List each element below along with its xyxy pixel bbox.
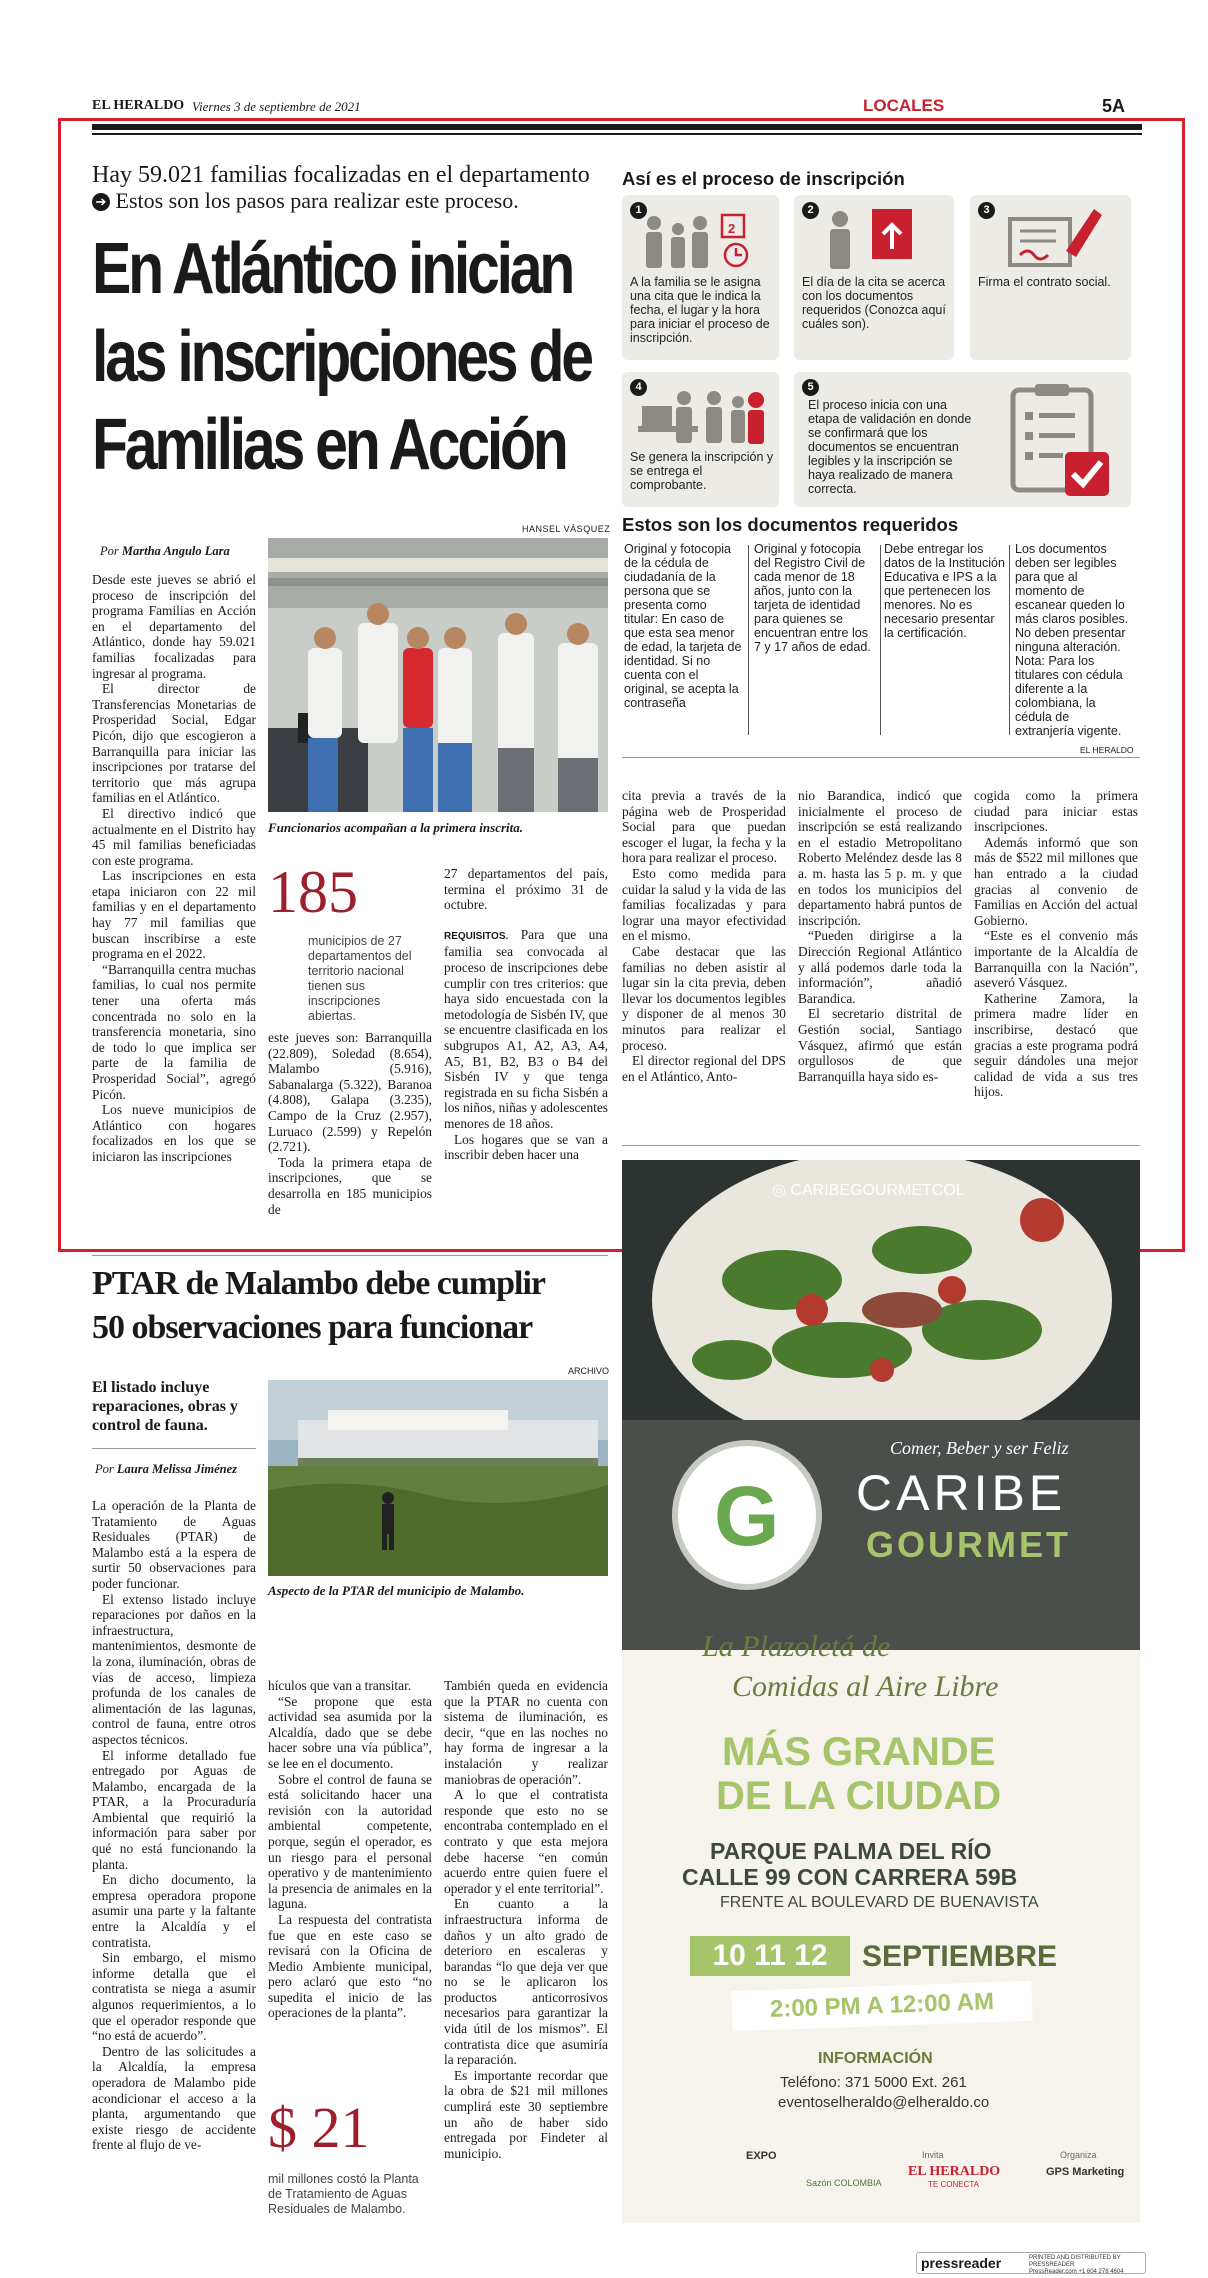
paragraph: Toda la primera etapa de inscripciones, que se desarrolla en 185 municipios de bbox=[268, 1154, 432, 1217]
paragraph: “Barranquilla centra muchas familias, lo cual nos permite tener una oferta más concentrada no solo en la transferencia monetaria, sino de todo lo que implica ser parte de la familia de Prosperidad Social”, agregó Picón. bbox=[92, 961, 256, 1102]
ad-organiza: Organiza bbox=[1060, 2150, 1097, 2160]
paragraph: nio Barandica, indicó que inicialmente el proceso de inscripción se está realizando en el estadio Metropolitano Roberto Meléndez desde las 8 a. m. hasta las 5 p. m. y que en todos los municipios del departamento habrá puntos de inscripción. bbox=[798, 788, 962, 928]
headline-line-2: las inscripciones de bbox=[92, 317, 591, 397]
stat-text: municipios de 27 departamentos del territorio nacional tienen sus inscripciones abiertas. bbox=[308, 934, 412, 1023]
pressreader-note bbox=[1029, 2255, 1145, 2276]
ad-hours: 2:00 PM A 12:00 AM bbox=[731, 1981, 1032, 2031]
paragraph: Esto como medida para cuidar la salud y la vida de las familias focalizadas y para lograr una mayor efectividad en el mismo. bbox=[622, 865, 786, 944]
paragraph: La operación de la Planta de Tratamiento de Aguas Residuales (PTAR) de Malambo está a la espera de surtir 50 observaciones para poder funcionar. bbox=[92, 1498, 256, 1591]
ad-email: eventoselheraldo@elheraldo.co bbox=[778, 2094, 990, 2111]
logo-letter: G bbox=[714, 1469, 780, 1563]
second-col-3 bbox=[444, 1678, 608, 2161]
infographic-title: Así es el proceso de inscripción bbox=[622, 168, 905, 189]
page-number: 5A bbox=[1102, 96, 1126, 116]
paragraph: Katherine Zamora, la primera madre líder en inscribirse, destacó que gracias a este programa podrá seguir dándoles una mejor calidad de vida a sus tres hijos. bbox=[974, 990, 1138, 1100]
highlight-frame bbox=[58, 118, 1185, 1252]
byline-name: Martha Angulo Lara bbox=[121, 544, 230, 558]
paragraph: Es importante recordar que la obra de $21 mil millones cumplirá este 30 septiembre un año de haber sido entregada por Findeter al municipio. bbox=[444, 2067, 608, 2161]
step-number: 5 bbox=[802, 379, 819, 396]
photo-credit: ARCHIVO bbox=[568, 1366, 610, 1376]
ad-month: SEPTIEMBRE bbox=[862, 1940, 1058, 1973]
docs-title: Estos son los documentos requeridos bbox=[622, 514, 959, 535]
paragraph: La respuesta del contratista fue que en este caso se revisará con la Oficina de Medio Ambiente municipal, pero aclaró que esto “no supedita el inicio de las operaciones de la planta”. bbox=[268, 1911, 432, 2021]
issue-date: Viernes 3 de septiembre de 2021 bbox=[192, 99, 361, 114]
ad-script-2: Comidas al Aire Libre bbox=[732, 1670, 999, 1703]
ad-handle bbox=[772, 1180, 965, 1200]
pressreader-badge bbox=[916, 2252, 1146, 2274]
stat-text: mil millones costó la Planta de Tratamiento de Aguas Residuales de Malambo. bbox=[268, 2172, 419, 2216]
photo-credit: HANSEL VÁSQUEZ bbox=[522, 524, 611, 534]
ad-heraldo-sub: TE CONECTA bbox=[928, 2180, 979, 2189]
paragraph: A lo que el contratista responde que esto no se encontraba contemplado en el contrato y que esta mejora debe hacerse “en común acuerdo entre quien fuere el operador y el ente territorial”. bbox=[444, 1787, 608, 1896]
byline-name: Laura Melissa Jiménez bbox=[116, 1462, 238, 1476]
svg-text:2: 2 bbox=[728, 221, 736, 236]
paragraph: Además informó que son más de $522 mil millones que han entrado a la ciudad gracias al convenio de Familias en Acción del actual Gobierno. bbox=[974, 834, 1138, 928]
paragraph: Desde este jueves se abrió el proceso de inscripción del programa Familias en Acción en el departamento del Atlántico, donde hay 59.021 familias focalizadas para ingresar al programa. bbox=[92, 572, 256, 681]
note-line-2: PressReader.com +1 604 278 4604 bbox=[1029, 2269, 1124, 2275]
paper-name: EL HERALDO bbox=[92, 98, 185, 113]
doc-item-2: Original y fotocopia del Registro Civil de cada menor de 18 años, junto con la tarjeta de identidad para quienes se encuentran entre los 7 y 17 años de edad. bbox=[754, 542, 871, 654]
paragraph: Sobre el control de fauna se está solicitando hacer una revisión con la autoridad ambiental competente, porque, según el operador, es un riesgo para el personal operativo y de mantenimiento la presencia de animales en la laguna. bbox=[268, 1771, 432, 1912]
ad-brand-1: CARIBE bbox=[856, 1465, 1067, 1521]
ad-info-title: INFORMACIÓN bbox=[818, 2050, 933, 2067]
photo-caption: Aspecto de la PTAR del municipio de Malambo. bbox=[268, 1583, 525, 1598]
ptar-photo bbox=[268, 1380, 608, 1576]
divider bbox=[92, 1255, 608, 1256]
paragraph: El director regional del DPS en el Atlántico, Anto- bbox=[622, 1053, 786, 1084]
headline-line-1: En Atlántico inician bbox=[92, 229, 573, 309]
paragraph: hículos que van a transitar. bbox=[268, 1678, 412, 1693]
ad-venue-1: PARQUE PALMA DEL RÍO bbox=[710, 1838, 992, 1864]
step-number: 3 bbox=[978, 202, 995, 219]
headline-line-1: PTAR de Malambo debe cumplir bbox=[92, 1265, 546, 1302]
ad-venue-2: CALLE 99 CON CARRERA 59B bbox=[682, 1864, 1018, 1890]
paragraph: En cuanto a la infraestructura informa de daños y un alto grado de deterioro en escaleras y barandas “lo que deja ver que no se le aplicaron los productos anticorrosivos necesarios para garantizar la vida útil de los mismos”. El contratista dice que asumiría la reparación. bbox=[444, 1896, 608, 2068]
headline-line-3: Familias en Acción bbox=[92, 405, 566, 485]
step-text: El proceso inicia con una etapa de validación en donde se confirmará que los documentos se encuentran legibles y la inscripción se haya realizado de manera correcta. bbox=[808, 398, 972, 496]
caribe-gourmet-ad bbox=[622, 1160, 1140, 2223]
paragraph: “Pueden dirigirse a la Dirección Regional Atlántico y allá podemos darle toda la información”, añadió Barandica. bbox=[798, 928, 962, 1006]
paragraph: “Se propone que esta actividad sea asumida por la Alcaldía, dado que se debe hacer sobre una vía pública”, se lee en el documento. bbox=[268, 1693, 432, 1771]
ad-heraldo: EL HERALDO bbox=[908, 2164, 1001, 2179]
main-kicker: Hay 59.021 familias focalizadas en el departamento bbox=[92, 162, 590, 188]
step-text: A la familia se le asigna una cita que le indica la fecha, el lugar y la hora para iniciar el proceso de inscripción. bbox=[630, 275, 770, 345]
food-photo bbox=[622, 1160, 1140, 1460]
ad-big-1: MÁS GRANDE bbox=[722, 1730, 996, 1774]
ad-gps: GPS Marketing bbox=[1046, 2166, 1125, 2178]
paragraph: Sin embargo, el mismo informe detalla que el contratista se niega a asumir algunos requerimientos, a lo que el operador responde que “no está de acuerdo”. bbox=[92, 1950, 256, 2044]
doc-item-4: Los documentos deben ser legibles para que al momento de escanear queden lo más claros posibles. No deben presentar ninguna alteración. Nota: Para los titulares con cédula diferente a la colombiana, la cédula de extranjería vigente. bbox=[1015, 542, 1129, 738]
ad-venue-3: FRENTE AL BOULEVARD DE BUENAVISTA bbox=[720, 1894, 1039, 1911]
section-label: REQUISITOS. bbox=[444, 930, 509, 942]
step-text: Se genera la inscripción y se entrega el comprobante. bbox=[630, 450, 774, 492]
sponsor-sazon: Sazón COLOMBIA bbox=[806, 2178, 882, 2188]
step-number: 1 bbox=[630, 202, 647, 219]
step-number: 4 bbox=[630, 379, 647, 396]
paragraph: También queda en evidencia que la PTAR no cuenta con sistema de iluminación, es decir, “que en las noches no hay forma de ingresar a la instalación y realizar maniobras de operación”. bbox=[444, 1678, 608, 1787]
pressreader-logo: pressreader bbox=[921, 2255, 1002, 2271]
divider bbox=[92, 1448, 256, 1449]
paragraph: Los hogares que se van a inscribir deben hacer una bbox=[444, 1131, 608, 1163]
sponsor-expo: EXPO bbox=[746, 2150, 777, 2162]
paragraph: “Este es el convenio más importante de la Alcaldía de Barranquilla con la Nación”, aseveró Vásquez. bbox=[974, 928, 1138, 991]
masthead bbox=[92, 96, 1142, 118]
byline-prefix: Por bbox=[95, 1462, 114, 1476]
ad-tagline: Comer, Beber y ser Feliz bbox=[890, 1438, 1069, 1458]
ad-invita: Invita bbox=[922, 2150, 944, 2160]
stat-number: $ 21 bbox=[268, 2095, 370, 2160]
headline-line-2: 50 observaciones para funcionar bbox=[92, 1309, 533, 1346]
ad-big-2: DE LA CIUDAD bbox=[716, 1774, 1002, 1818]
ad-handle-text: CARIBEGOURMETCOL bbox=[790, 1182, 965, 1199]
second-col-1 bbox=[92, 1498, 256, 2153]
step-text: El día de la cita se acerca con los documentos requeridos (Conozca aquí cuáles son). bbox=[802, 275, 946, 331]
paragraph: El secretario distrital de Gestión social, Santiago Vásquez, afirmó que están orgullosos de que Barranquilla haya sido es- bbox=[798, 1006, 962, 1084]
paragraph: cogida como la primera ciudad para iniciar estas inscripciones. bbox=[974, 788, 1138, 835]
doc-item-3: Debe entregar los datos de la Institución Educativa e IPS a la que pertenecen los menores. No es necesario presentar la certificación. bbox=[884, 542, 1005, 640]
step-text: Firma el contrato social. bbox=[978, 275, 1111, 289]
paragraph: El extenso listado incluye reparaciones por daños en la infraestructura, mantenimientos, desmonte de la zona, iluminación, obras de vías de acceso, limpieza profunda de los canales de alimentación de las lagunas, control de fauna, entre otros aspectos técnicos. bbox=[92, 1591, 256, 1747]
byline bbox=[95, 1462, 237, 1477]
ad-phone: Teléfono: 371 5000 Ext. 261 bbox=[780, 2074, 967, 2091]
ad-brand-2: GOURMET bbox=[866, 1524, 1071, 1565]
paragraph: 27 departamentos del país, termina el próximo 31 de octubre. bbox=[444, 866, 608, 913]
paragraph: este jueves son: Barranquilla (22.809), Soledad (8.654), Malambo (5.916), Sabanalarga (5.322), Baranoa (4.808), Galapa (3.235), Campo de la Cruz (2.957), Luruaco (2.599) y Repelón (2.721). bbox=[268, 1030, 432, 1155]
paragraph: Dentro de las solicitudes a la Alcaldía, la empresa operadora de Malambo pide acondicionar el acceso a la planta, argumentando que existe riesgo de accidente frente al flujo de ve- bbox=[92, 2043, 256, 2153]
section-name: LOCALES bbox=[863, 96, 945, 115]
stat-number: 185 bbox=[268, 859, 358, 925]
photo-caption: Funcionarios acompañan a la primera inscrita. bbox=[268, 820, 523, 835]
second-col-2 bbox=[268, 1678, 432, 2021]
paragraph: Las inscripciones en esta etapa iniciaron con 22 mil familias y en el departamento hay 77 mil familias que buscan inscribirse a este programa en el 2022. bbox=[92, 868, 256, 962]
brand-logo bbox=[672, 1440, 822, 1590]
arrow-icon: ➔ bbox=[92, 193, 110, 211]
step-number: 2 bbox=[802, 202, 819, 219]
paragraph: Cabe destacar que las familias no deben asistir al lugar sin la cita previa, deben llevar los documentos legibles y disponer de al menos 30 minutos para realizar el proceso. bbox=[622, 943, 786, 1053]
paragraph: El directivo indicó que actualmente en el Distrito hay 45 mil familias beneficiadas con este programa. bbox=[92, 805, 256, 868]
paragraph: El director de Transferencias Monetarias de Prosperidad Social, Edgar Picón, dijo que escogieron a Barranquilla para iniciar las inscripciones por tratarse del territorio que más agrupa familias en el Atlántico. bbox=[92, 681, 256, 806]
byline-prefix: Por bbox=[100, 544, 119, 558]
ad-script-1: La Plazoletá de bbox=[702, 1630, 891, 1663]
story-summary: El listado incluye reparaciones, obras y control de fauna. bbox=[92, 1379, 238, 1434]
second-headline bbox=[92, 1262, 545, 1350]
paragraph: El informe detallado fue entregado por Aguas de Malambo, encargada de la PTAR, a la Procuraduría Ambiental que requirió la información para saber por qué no está funcionando la planta. bbox=[92, 1747, 256, 1872]
doc-item-1: Original y fotocopia de la cédula de ciudadanía de la persona que se presenta como titular: En caso de que esta sea menor de edad, la tarjeta de identidad. Si no cuenta con el original, se acepta la contraseña bbox=[624, 542, 742, 710]
ad-dates: 10 11 12 bbox=[690, 1936, 850, 1976]
note-line-1: PRINTED AND DISTRIBUTED BY PRESSREADER bbox=[1029, 2255, 1121, 2268]
paragraph: cita previa a través de la página web de Prosperidad Social para que puedan escoger el lugar, la fecha y la hora para realizar el proceso. bbox=[622, 788, 786, 866]
subkicker-text: Estos son los pasos para realizar este proceso. bbox=[115, 188, 519, 213]
paragraph: Los nueve municipios de Atlántico con hogares focalizados en los que se iniciaron las inscripciones bbox=[92, 1102, 256, 1164]
paragraph: Para que una familia sea convocada al proceso de inscripciones debe cumplir con tres criterios: que haya sido encuestada con la metodología de Sisbén IV, que se encuentre clasificada en los subgrupos A1, A2, A3, A4, A5, B1, B2, B3 o B4 del Sisbén IV y que tenga registrada en su ficha Sisbén a los niños, niñas y adolescentes menores de 18 años. bbox=[444, 926, 609, 1131]
instagram-icon: ◎ bbox=[772, 1182, 786, 1199]
paragraph: En dicho documento, la empresa operadora propone asumir una parte y la faltante entre la Alcaldía y el contratista. bbox=[92, 1872, 256, 1950]
infographic-credit: EL HERALDO bbox=[1080, 745, 1134, 755]
